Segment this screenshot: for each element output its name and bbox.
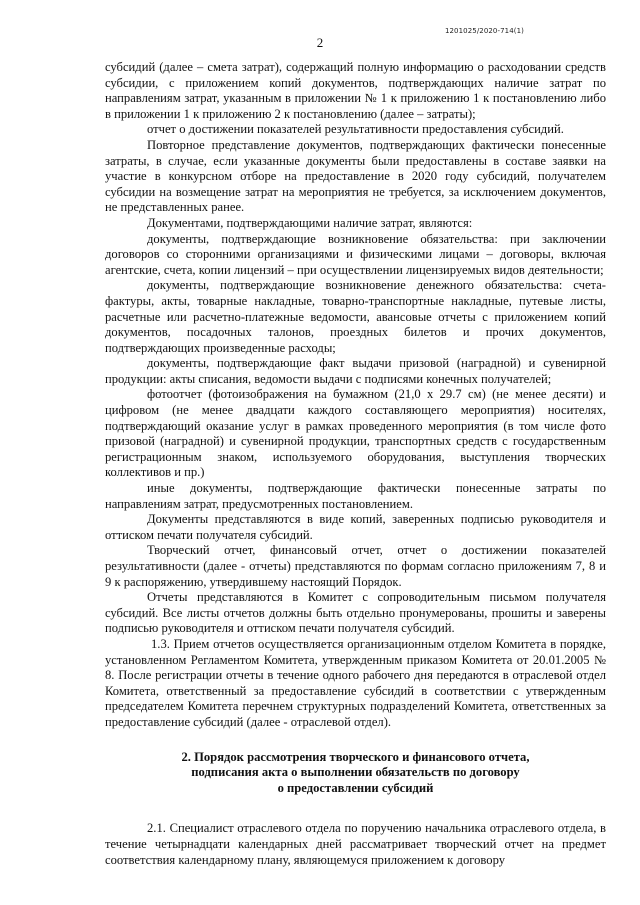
paragraph: отчет о достижении показателей результативности предоставления субсидий. (147, 122, 564, 137)
paragraph: 2.1. Специалист отраслевого отдела по поручению начальника отраслевого отдела, в течение четырнадцати календарных дней рассматривает творческий отчет на предмет соответствия календарному плану, являющемуся приложением к договору (105, 821, 606, 867)
paragraph: Отчеты представляются в Комитет с сопроводительным письмом получателя субсидий. Все листы отчетов должны быть отдельно пронумерованы, прошиты и заверены подписью руководителя и оттиском печати получателя субсидий. (105, 590, 606, 636)
paragraph: документы, подтверждающие факт выдачи призовой (наградной) и сувенирной продукции: акты списания, ведомости выдачи с подписями конечных получателей; (105, 356, 606, 386)
document-id: 1201025/2020-714(1) (444, 27, 524, 35)
document-body (105, 60, 606, 868)
page-number: 2 (316, 35, 324, 50)
paragraph: Повторное представление документов, подтверждающих фактически понесенные затраты, в случае, если указанные документы были предоставлены в составе заявки на участие в конкурсном отборе на предоставление в 2020 году субсидий, получателем субсидии на возмещение затрат на мероприятия не требуется, за исключением документов, не представленных ранее. (105, 137, 606, 215)
section-heading-line: о предоставлении субсидий (277, 780, 434, 795)
section-heading (105, 750, 606, 797)
paragraph: документы, подтверждающие возникновение обязательства: при заключении договоров со сторонними организациями и физическими лицами – договоры, включая агентские, счета, копии лицензий – при осуществлении лицензируемых видов деятельности; (105, 231, 606, 277)
paragraph: Документы представляются в виде копий, заверенных подписью руководителя и оттиском печати получателя субсидий. (105, 512, 606, 542)
section-heading-line: подписания акта о выполнении обязательств по договору (191, 765, 520, 780)
paragraph: 1.3. Прием отчетов осуществляется организационным отделом Комитета в порядке, установленном Регламентом Комитета, утвержденным приказом Комитета от 20.01.2005 № 8. После регистрации отчеты в течение одного рабочего дня передаются в отраслевой отдел Комитета, ответственный за предоставление субсидий в соответствии с утвержденным председателем Комитета перечнем структурных подразделений Комитета, ответственных за предоставление субсидий (далее - отраслевой отдел). (105, 636, 606, 729)
section-heading-line: 2. Порядок рассмотрения творческого и финансового отчета, (181, 749, 530, 764)
paragraph: фотоотчет (фотоизображения на бумажном (21,0 х 29.7 см) (не менее десяти) и цифровом (не менее двадцати каждого составляющего мероприятия) носителях, подтверждающий оказание услуг в рамках проведенного мероприятия (в том числе фото призовой (наградной) и сувенирной продукции, транспортных средств с государственным регистрационным знаком, используемого оборудования, выступления творческих коллективов и пр.) (105, 387, 606, 480)
paragraph: документы, подтверждающие возникновение денежного обязательства: счета-фактуры, акты, товарные накладные, товарно-транспортные накладные, путевые листы, расчетные или расчетно-платежные ведомости, авансовые отчеты с приложением копий документов, посадочных талонов, проездных билетов и прочих документов, подтверждающих произведенные расходы; (105, 278, 606, 355)
paragraph: Творческий отчет, финансовый отчет, отчет о достижении показателей результативности (далее - отчеты) представляются по формам согласно приложениям 7, 8 и 9 к распоряжению, утвердившему настоящий Порядок. (105, 543, 606, 589)
paragraph: субсидий (далее – смета затрат), содержащий полную информацию о расходовании средств субсидии, с приложением копий документов, подтверждающих наличие затрат по направлениям затрат, указанным в приложении № 1 к приложению 1 к постановлению либо в приложении 1 к приложению 2 к постановлению (далее – затраты); (105, 60, 606, 121)
paragraph: иные документы, подтверждающие фактически понесенные затраты по направлениям затрат, предусмотренных постановлением. (105, 481, 606, 511)
paragraph: Документами, подтверждающими наличие затрат, являются: (147, 215, 473, 230)
